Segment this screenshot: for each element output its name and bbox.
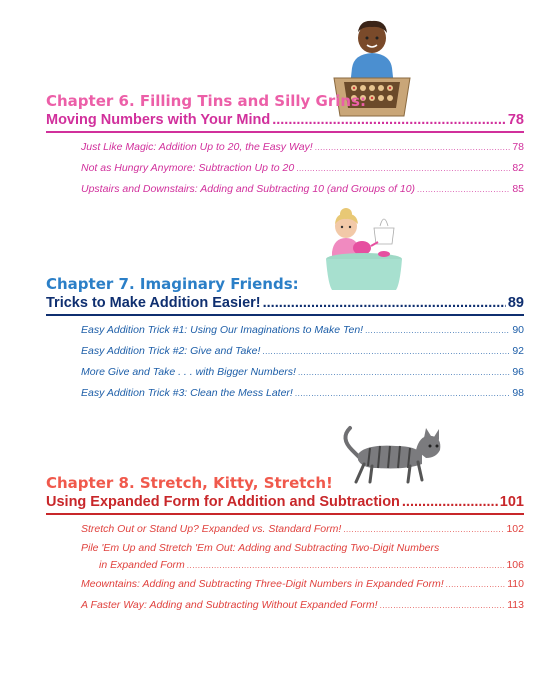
entry-title: Easy Addition Trick #3: Clean the Mess Later! xyxy=(81,387,293,399)
entry-title: A Faster Way: Adding and Subtracting Without Expanded Form! xyxy=(81,599,378,611)
main-entry-page: 101 xyxy=(499,494,524,510)
divider xyxy=(46,513,524,515)
entry-title: Easy Addition Trick #2: Give and Take! xyxy=(81,345,261,357)
entry-title: Just Like Magic: Addition Up to 20, the Easy Way! xyxy=(81,141,313,153)
chapter-6-section xyxy=(46,92,524,200)
entry-page: 82 xyxy=(512,162,524,174)
chapter-heading: Chapter 6. Filling Tins and Silly Grins: xyxy=(46,92,366,110)
entry-page: 92 xyxy=(512,345,524,357)
entry-title: Easy Addition Trick #1: Using Our Imaginations to Make Ten! xyxy=(81,324,364,336)
main-entry-title: Moving Numbers with Your Mind xyxy=(46,112,271,128)
entry-title: Stretch Out or Stand Up? Expanded vs. Standard Form! xyxy=(81,523,342,535)
entry-page: 106 xyxy=(506,559,524,571)
entry-page: 78 xyxy=(512,141,524,153)
entry-title: Not as Hungry Anymore: Subtraction Up to 20 xyxy=(81,162,295,174)
dot-leader xyxy=(298,362,510,383)
dot-leader xyxy=(272,112,506,128)
main-entry-page: 89 xyxy=(507,295,524,311)
entry-page: 110 xyxy=(507,578,524,590)
entry-page: 98 xyxy=(512,387,524,399)
toc-entry[interactable] xyxy=(81,595,524,616)
toc-entry[interactable] xyxy=(81,362,524,383)
dot-leader xyxy=(296,158,510,179)
entry-title: Meowntains: Adding and Subtracting Three-Digit Numbers in Expanded Form! xyxy=(81,578,444,590)
entry-page: 90 xyxy=(512,324,524,336)
main-toc-entry[interactable] xyxy=(46,295,524,314)
dot-leader xyxy=(343,519,504,540)
chapter-heading: Chapter 8. Stretch, Kitty, Stretch! xyxy=(46,474,333,492)
entry-page: 85 xyxy=(512,183,524,195)
dot-leader xyxy=(365,320,510,341)
main-toc-entry[interactable] xyxy=(46,112,524,131)
entry-page: 113 xyxy=(507,599,524,611)
main-entry-title: Using Expanded Form for Addition and Subtraction xyxy=(46,494,400,510)
chapter-8-section xyxy=(46,474,524,616)
dot-leader xyxy=(315,137,511,158)
entry-title: More Give and Take . . . with Bigger Numbers! xyxy=(81,366,296,378)
toc-entry[interactable] xyxy=(81,341,524,362)
dot-leader xyxy=(262,341,510,362)
toc-entry[interactable] xyxy=(81,179,524,200)
toc-entry[interactable] xyxy=(81,320,524,341)
entry-page: 102 xyxy=(506,523,524,535)
divider xyxy=(46,314,524,316)
dot-leader xyxy=(380,595,506,616)
entry-title-line-1: Pile 'Em Up and Stretch 'Em Out: Adding and Subtracting Two-Digit Numbers xyxy=(81,542,440,554)
dot-leader xyxy=(446,574,506,595)
dot-leader xyxy=(187,557,505,574)
entry-title: Upstairs and Downstairs: Adding and Subtracting 10 (and Groups of 10) xyxy=(81,183,416,195)
dot-leader xyxy=(263,295,506,311)
toc-entry[interactable] xyxy=(81,137,524,158)
main-entry-page: 78 xyxy=(507,112,524,128)
main-entry-title: Tricks to Make Addition Easier! xyxy=(46,295,261,311)
dot-leader xyxy=(417,179,510,200)
toc-entry[interactable] xyxy=(81,540,524,574)
dot-leader xyxy=(402,494,498,510)
toc-entry[interactable] xyxy=(81,574,524,595)
entry-title-line-2: in Expanded Form xyxy=(99,559,185,571)
toc-entry[interactable] xyxy=(81,383,524,404)
dot-leader xyxy=(295,383,510,404)
chapter-heading: Chapter 7. Imaginary Friends: xyxy=(46,275,299,293)
toc-entry[interactable] xyxy=(81,519,524,540)
toc-entry[interactable] xyxy=(81,158,524,179)
entry-page: 96 xyxy=(512,366,524,378)
divider xyxy=(46,131,524,133)
main-toc-entry[interactable] xyxy=(46,494,524,513)
chapter-7-section xyxy=(46,275,524,404)
